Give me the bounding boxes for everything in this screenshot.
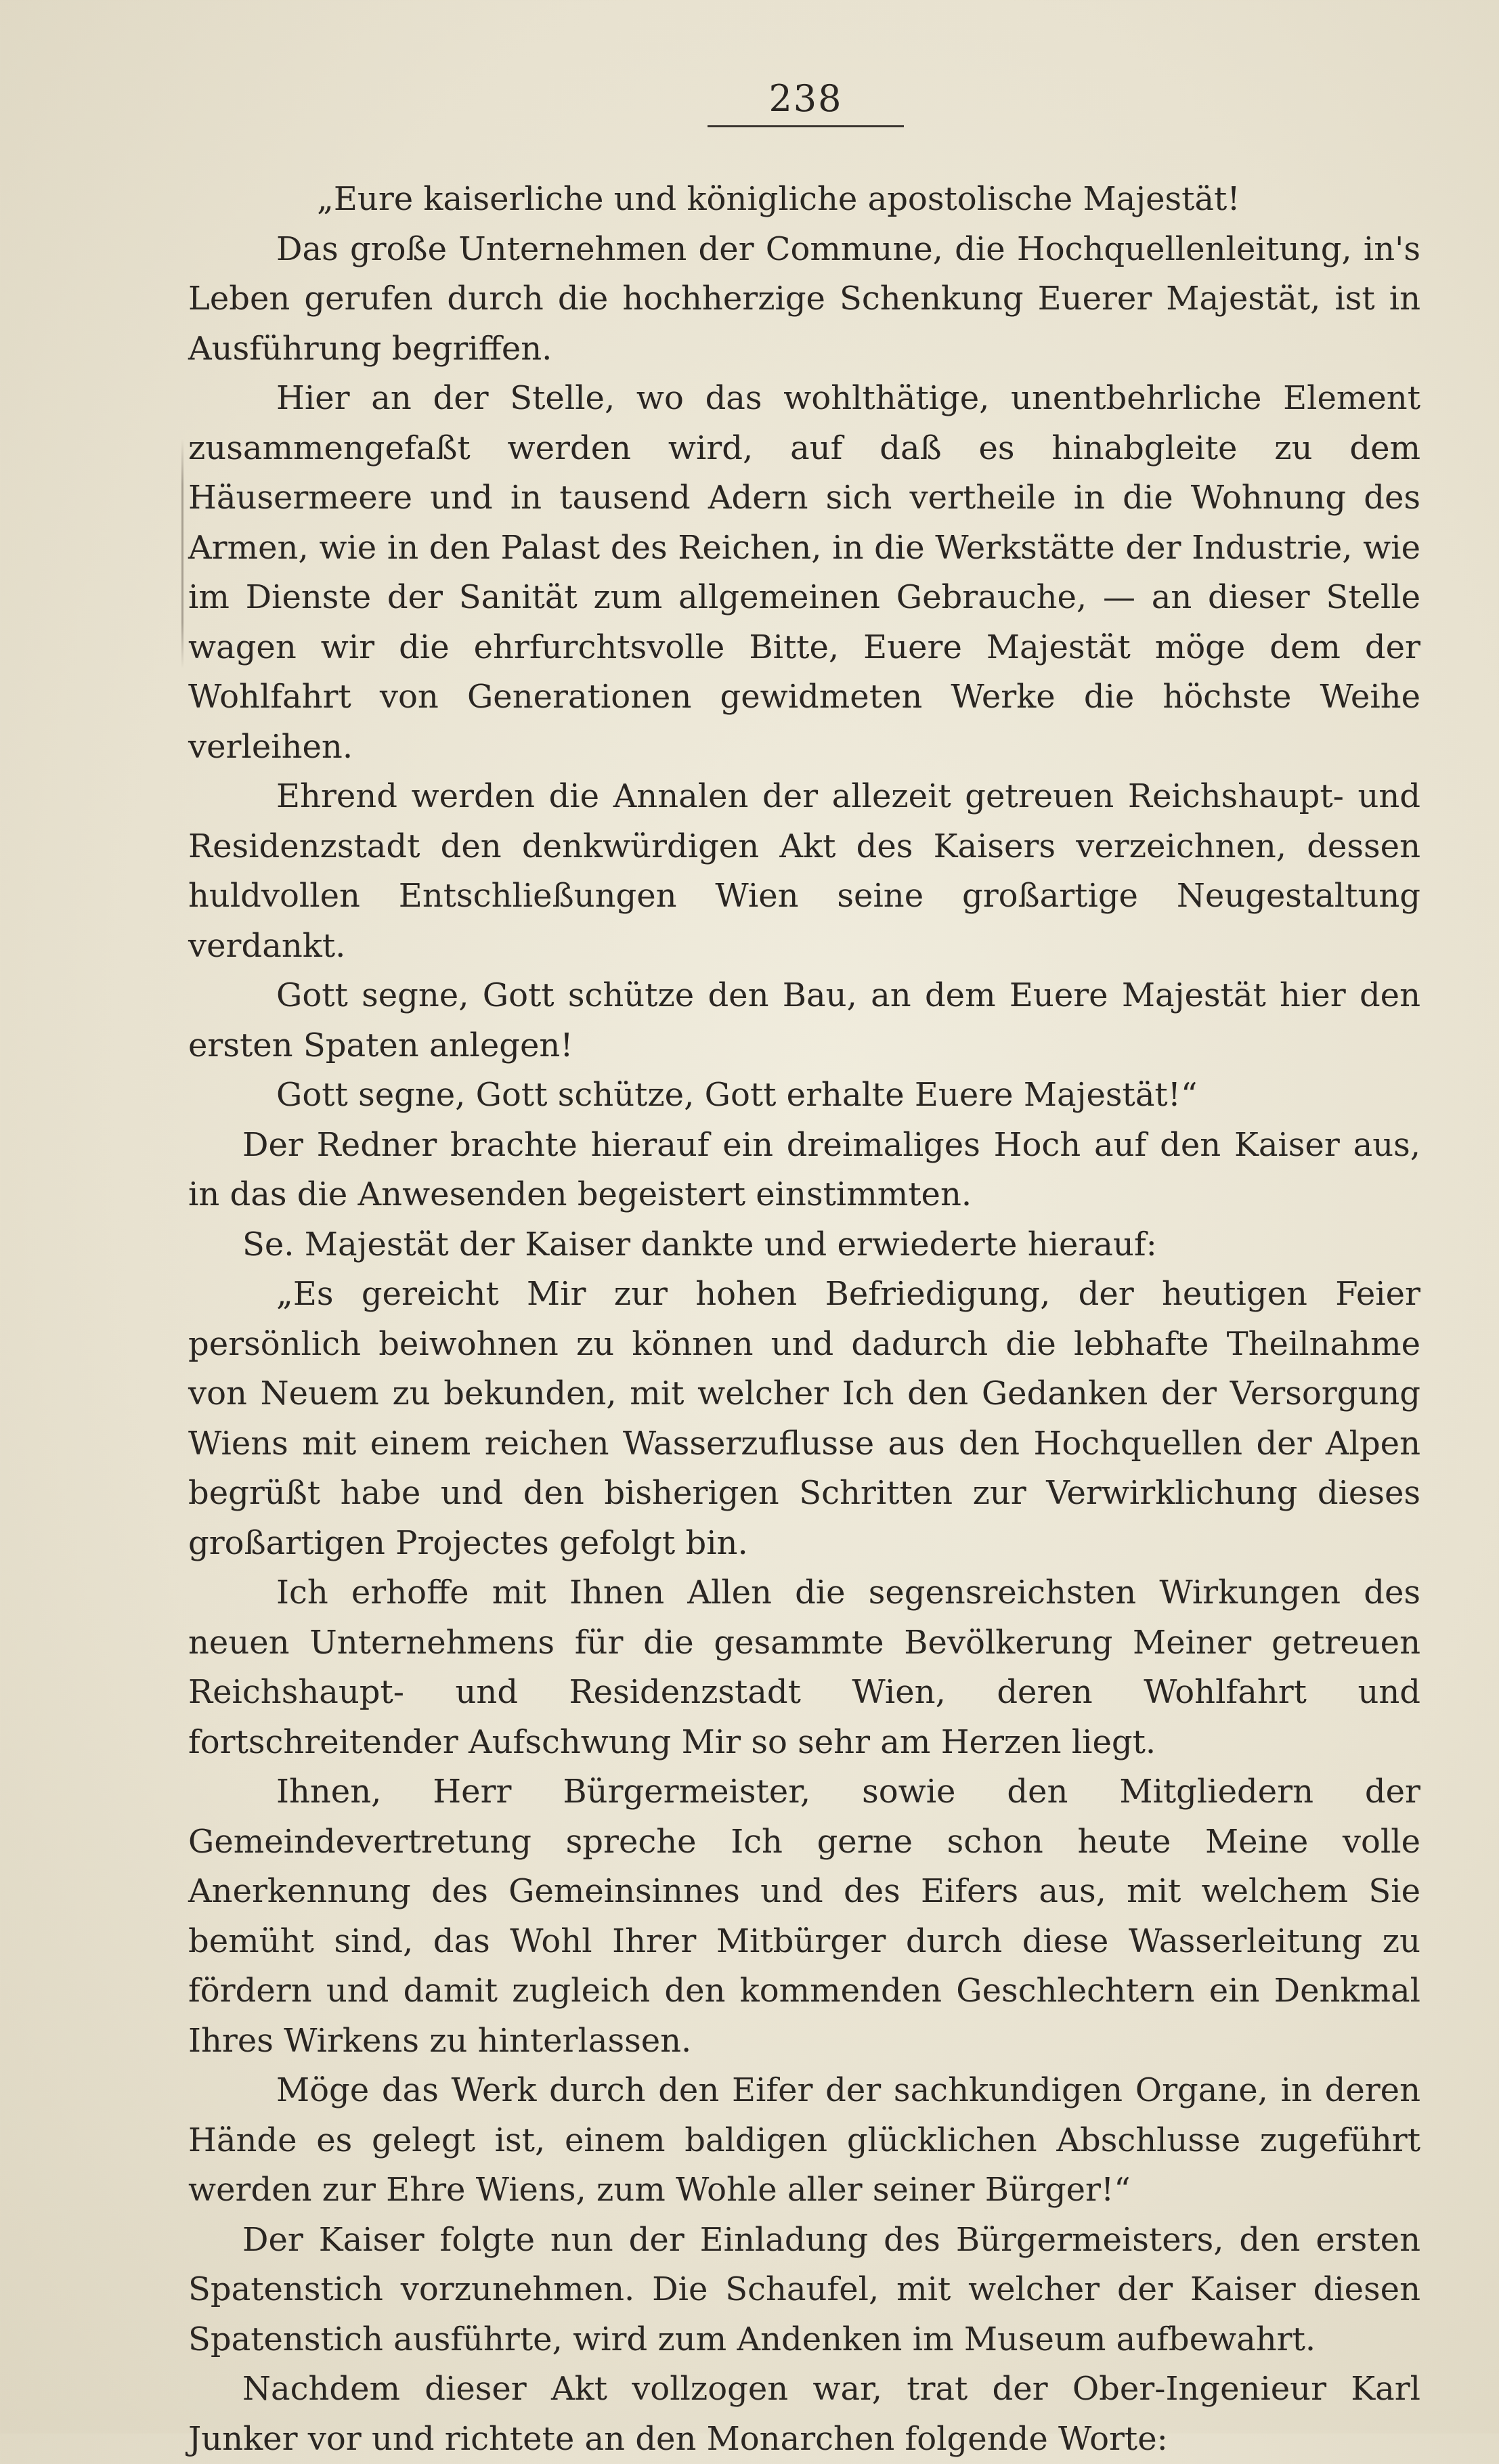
paragraph-element: Hier an der Stelle, wo das wohlthätige, unentbehrliche Element zusammengefaßt werden wird, auf daß es hinabgleite zu dem Häusermeere und in tausend Adern sich vertheile in die Wohnung des Armen, wie in den Palast des Reichen, in die Werkstätte der Industrie, wie im Dienste der Sanität zum allgemeinen Gebrauche, — an dieser Stelle wagen wir die ehrfurchtsvolle Bitte, Euere Majestät möge dem der Wohlfahrt von Generationen gewidmeten Werke die höchste Weihe verleihen. — [188, 379, 1420, 766]
margin-mark — [181, 439, 183, 669]
paragraph-emperor-speech: „Es gereicht Mir zur hohen Befriedigung, der heutigen Feier persönlich beiwohnen zu können und dadurch die lebhafte Theilnahme von Neuem zu bekunden, mit welcher Ich den Gedanken der Versorgung Wiens mit einem reichen Wasserzuflusse aus den Hochquellen der Alpen begrüßt habe und den bisherigen Schritten zur Verwirklichung dieses großartigen Projectes gefolgt bin. — [188, 1275, 1420, 1562]
paragraph-emperor-hope: Ich erhoffe mit Ihnen Allen die segensreichsten Wirkungen des neuen Unternehmens für die gesammte Bevölkerung Meiner getreuen Reichshaupt- und Residenzstadt Wien, deren Wohlfahrt und fortschreitender Aufschwung Mir so sehr am Herzen liegt. — [188, 1574, 1420, 1761]
text-body — [188, 175, 1420, 2464]
paragraph-emperor-reply-intro: Se. Majestät der Kaiser dankte und erwiederte hierauf: — [242, 1225, 1157, 1263]
paragraph-blessing-build: Gott segne, Gott schütze den Bau, an dem Euere Majestät hier den ersten Spaten anlegen! — [188, 976, 1420, 1064]
paragraph-address-salutation: „Eure kaiserliche und königliche apostolische Majestät! — [317, 180, 1240, 218]
paragraph-spade-cut: Der Kaiser folgte nun der Einladung des Bürgermeisters, den ersten Spatenstich vorzunehmen. Die Schaufel, mit welcher der Kaiser diesen Spatenstich ausführte, wird zum Andenken im Museum aufbewahrt. — [188, 2220, 1420, 2358]
header-rule — [708, 125, 904, 127]
paragraph-annals: Ehrend werden die Annalen der allezeit getreuen Reichshaupt- und Residenzstadt den denkwürdigen Akt des Kaisers verzeichnen, dessen huldvollen Entschließungen Wien seine großartige Neugestaltung verdankt. — [188, 777, 1420, 965]
paragraph-emperor-recognition: Ihnen, Herr Bürgermeister, sowie den Mitgliedern der Gemeindevertretung spreche Ich gerne schon heute Meine volle Anerkennung des Gemeinsinnes und des Eifers aus, mit welchem Sie bemüht sind, das Wohl Ihrer Mitbürger durch diese Wasserleitung zu fördern und damit zugleich den kommenden Geschlechtern ein Denkmal Ihres Wirkens zu hinterlassen. — [188, 1773, 1420, 2060]
paragraph-speaker-cheer: Der Redner brachte hierauf ein dreimaliges Hoch auf den Kaiser aus, in das die Anwesenden begeistert einstimmten. — [188, 1125, 1420, 1213]
paragraph-emperor-wish: Möge das Werk durch den Eifer der sachkundigen Organe, in deren Hände es gelegt ist, einem baldigen glücklichen Abschlusse zugeführt werden zur Ehre Wiens, zum Wohle aller seiner Bürger!“ — [188, 2071, 1420, 2209]
paragraph-undertaking: Das große Unternehmen der Commune, die Hochquellenleitung, in's Leben gerufen durch die hochherzige Schenkung Euerer Majestät, ist in Ausführung begriffen. — [188, 230, 1420, 368]
paragraph-blessing-majesty: Gott segne, Gott schütze, Gott erhalte Euere Majestät!“ — [276, 1076, 1198, 1114]
page-number: 238 — [768, 77, 843, 120]
paragraph-junker-intro: Nachdem dieser Akt vollzogen war, trat der Ober-Ingenieur Karl Junker vor und richtete an den Monarchen folgende Worte: — [188, 2370, 1420, 2458]
